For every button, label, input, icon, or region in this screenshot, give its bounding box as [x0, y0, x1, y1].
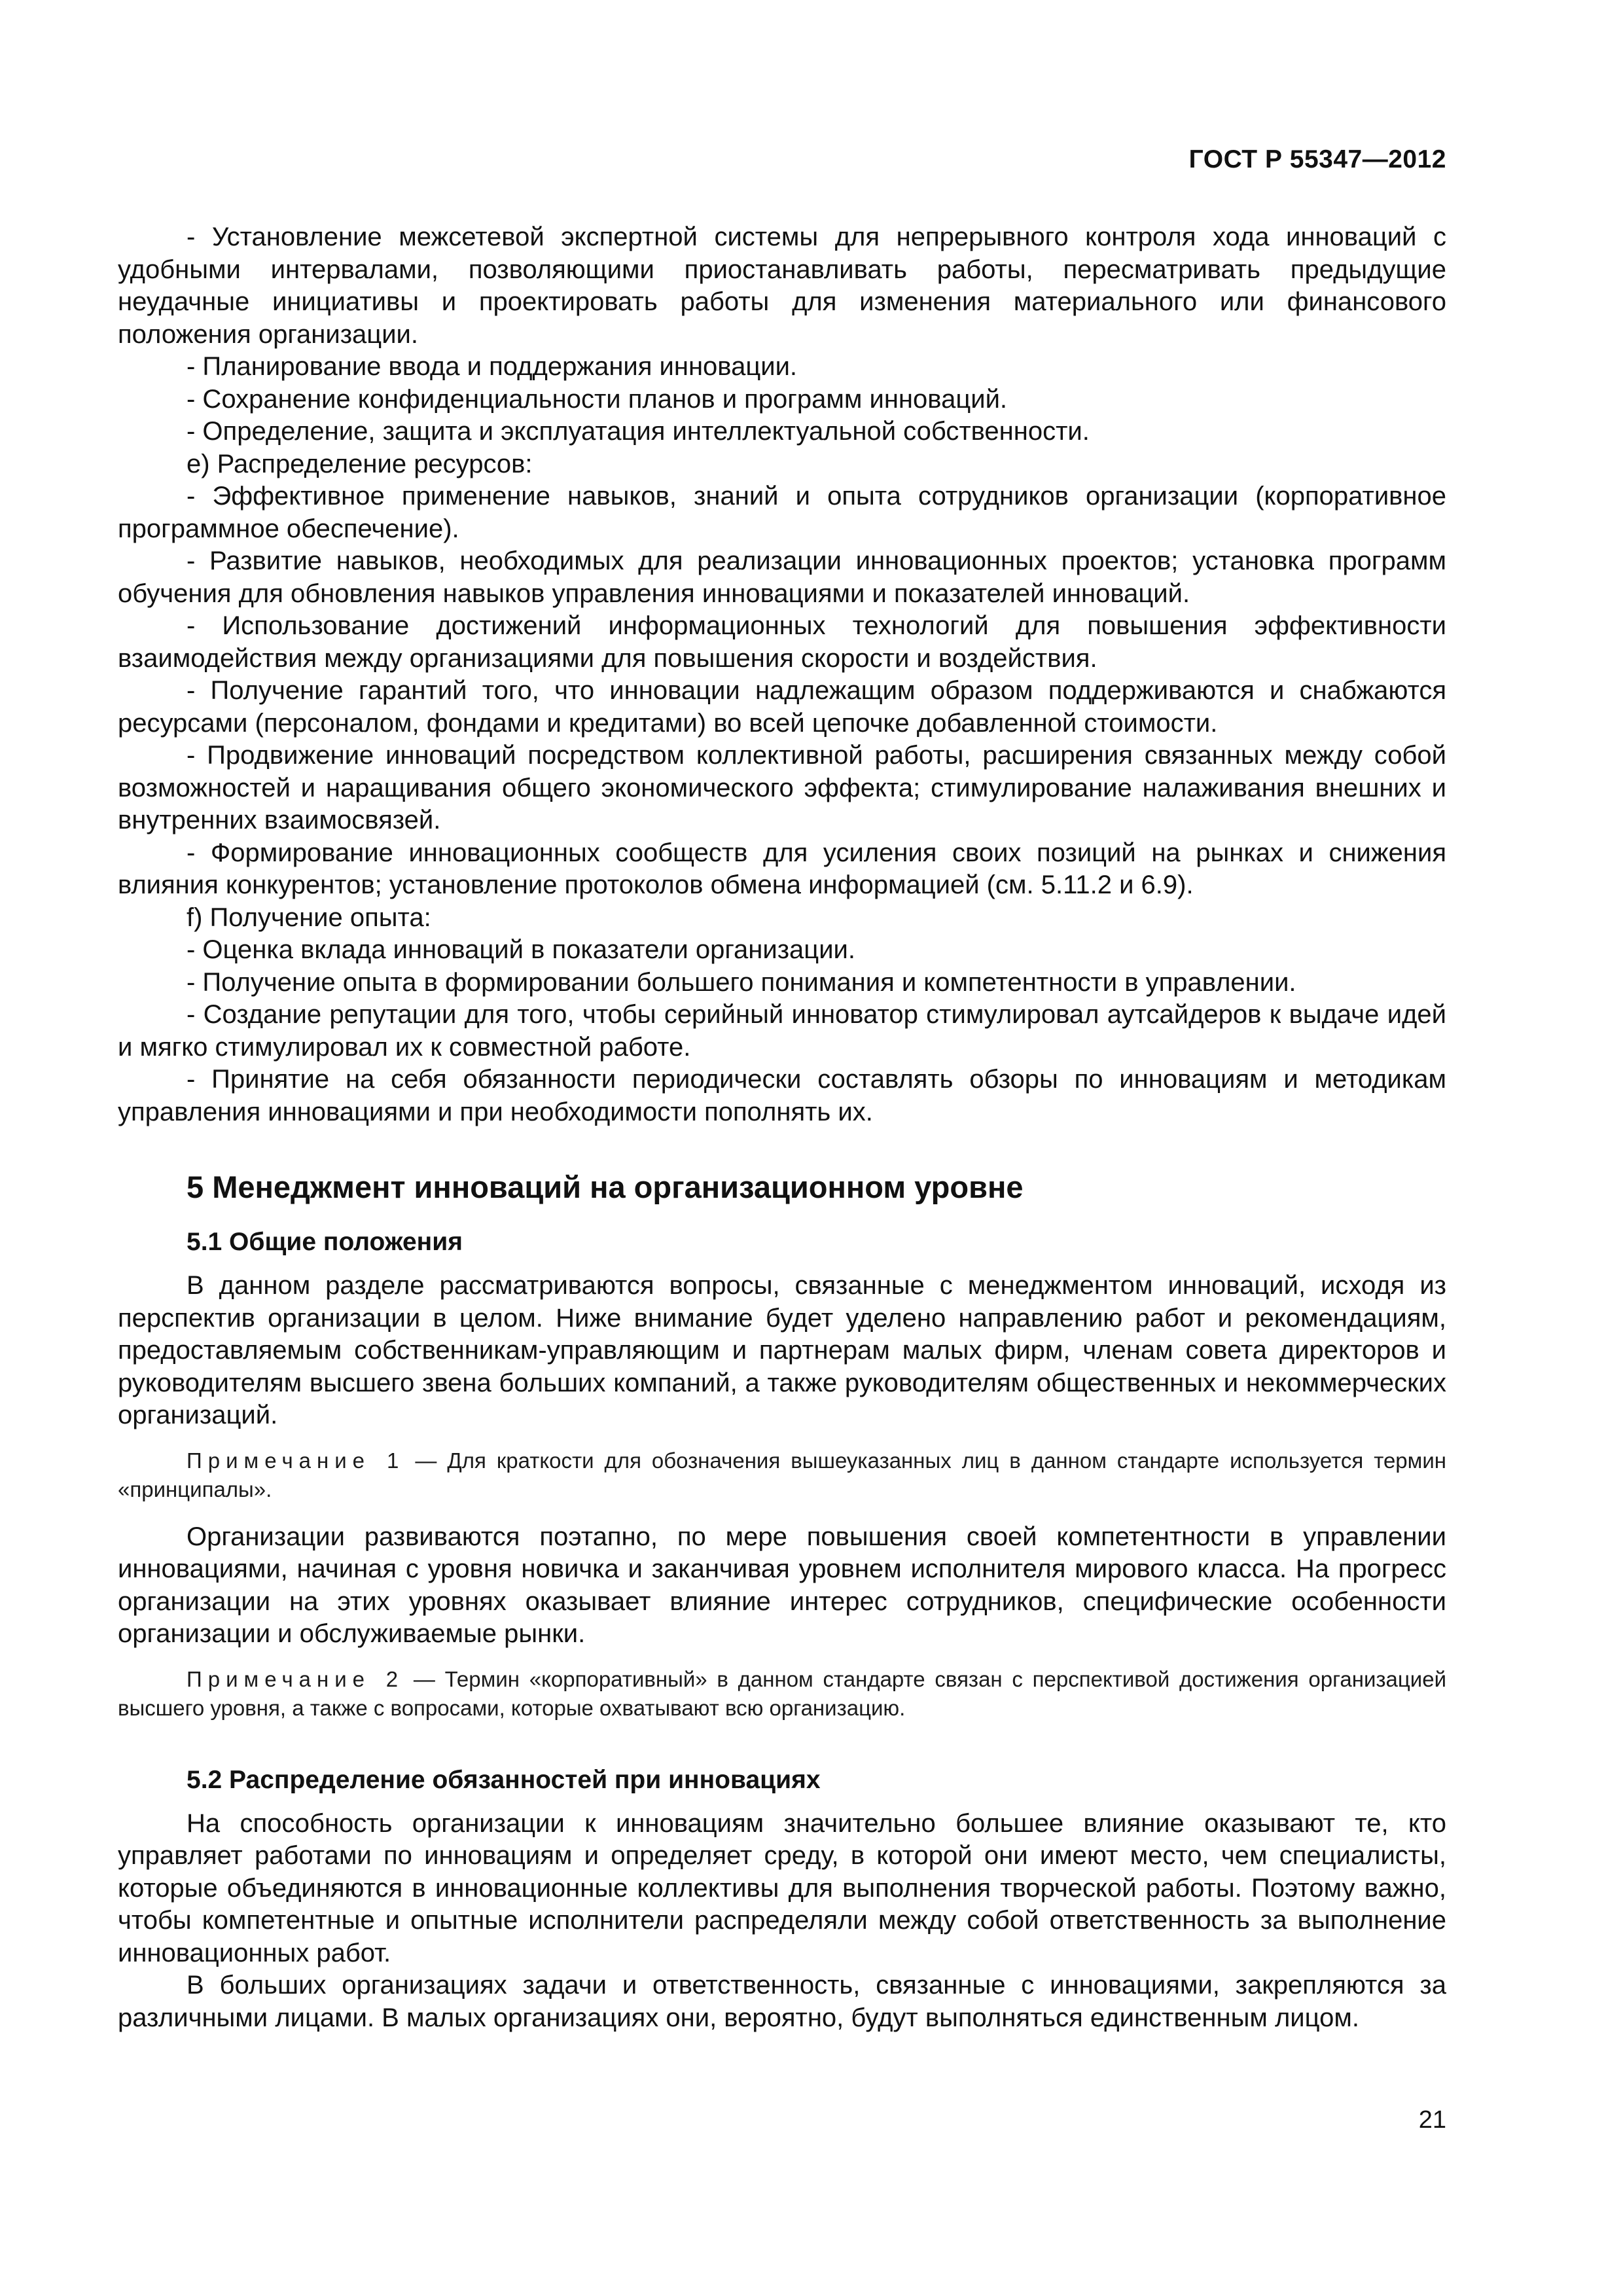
page-content — [118, 221, 1446, 2034]
list-item: - Формирование инновационных сообществ для усиления своих позиций на рынках и снижения влияния конкурентов; установление протоколов обмена информацией (см. 5.11.2 и 6.9). — [118, 838, 1446, 899]
paragraph: Организации развиваются поэтапно, по мере повышения своей компетентности в управлении инновациями, начиная с уровня новичка и заканчивая уровнем исполнителя мирового класса. На прогресс организации на этих уровнях оказывает влияние интерес сотрудников, специфические особенности организации и обслуживаемые рынки. — [118, 1522, 1446, 1648]
section-5-title: 5 Менеджмент инноваций на организационном уровне — [187, 1170, 1024, 1204]
list-item: - Планирование ввода и поддержания инновации. — [187, 352, 798, 381]
note-1 — [118, 1446, 1446, 1504]
note-label: Примечание 1 — [187, 1448, 405, 1473]
paragraph: На способность организации к инновациям значительно большее влияние оказывают те, кто управляет работами по инновациям и определяет среду, в которой они имеют место, чем специалисты, которые объединяются в инновационные коллективы для выполнения творческой работы. Поэтому важно, чтобы компетентные и опытные исполнители распределяли между собой ответственность за выполнение инновационных работ. — [118, 1808, 1446, 1967]
document-code-header: ГОСТ Р 55347—2012 — [1188, 145, 1446, 173]
list-item: - Создание репутации для того, чтобы серийный инноватор стимулировал аутсайдеров к выдаче идей и мягко стимулировал их к совместной работе. — [118, 1000, 1446, 1062]
list-item: - Получение гарантий того, что инновации надлежащим образом поддерживаются и снабжаются ресурсами (персоналом, фондами и кредитами) во всей цепочке добавленной стоимости. — [118, 676, 1446, 738]
list-item: - Оценка вклада инноваций в показатели организации. — [187, 935, 856, 964]
paragraph: В данном разделе рассматриваются вопросы, связанные с менеджментом инноваций, исходя из перспектив организации в целом. Ниже внимание будет уделено направлению работ и рекомендациям, предоставляемым собственникам-управляющим и партнерам малых фирм, членам совета директоров и руководителям высшего звена больших компаний, а также руководителям общественных и некоммерческих организаций. — [118, 1271, 1446, 1429]
note-text: — Термин «корпоративный» в данном стандарте связан с перспективой достижения организацией высшего уровня, а также с вопросами, которые охватывают всю организацию. — [118, 1666, 1446, 1720]
paragraph: В больших организациях задачи и ответственность, связанные с инновациями, закрепляются за различными лицами. В малых организациях они, вероятно, будут выполняться единственным лицом. — [118, 1971, 1446, 2032]
subsection-5-1-title: 5.1 Общие положения — [187, 1228, 463, 1256]
list-item: - Сохранение конфиденциальности планов и программ инноваций. — [187, 384, 1008, 414]
list-item: - Использование достижений информационных технологий для повышения эффективности взаимодействия между организациями для повышения скорости и воздействия. — [118, 611, 1446, 673]
list-heading-f: f) Получение опыта: — [187, 903, 431, 932]
page-number: 21 — [1418, 2106, 1446, 2134]
list-item: - Эффективное применение навыков, знаний и опыта сотрудников организации (корпоративное программное обеспечение). — [118, 482, 1446, 543]
list-heading-e: e) Распределение ресурсов: — [187, 449, 533, 478]
list-item: - Принятие на себя обязанности периодически составлять обзоры по инновациям и методикам управления инновациями и при необходимости пополнять их. — [118, 1065, 1446, 1126]
subsection-5-2-title: 5.2 Распределение обязанностей при инновациях — [187, 1765, 821, 1794]
note-2 — [118, 1665, 1446, 1723]
list-item: - Продвижение инноваций посредством коллективной работы, расширения связанных между собой возможностей и наращивания общего экономического эффекта; стимулирование налаживания внешних и внутренних взаимосвязей. — [118, 741, 1446, 834]
list-item: - Установление межсетевой экспертной системы для непрерывного контроля хода инноваций с удобными интервалами, позволяющими приостанавливать работы, пересматривать предыдущие неудачные инициативы и проектировать работы для изменения материального или финансового положения организации. — [118, 223, 1446, 349]
list-item: - Определение, защита и эксплуатация интеллектуальной собственности. — [187, 417, 1090, 446]
note-label: Примечание 2 — [187, 1666, 404, 1691]
note-text: — Для краткости для обозначения вышеуказанных лиц в данном стандарте используется термин «принципалы». — [118, 1448, 1447, 1501]
list-item: - Получение опыта в формировании большего понимания и компетентности в управлении. — [187, 967, 1296, 997]
list-item: - Развитие навыков, необходимых для реализации инновационных проектов; установка программ обучения для обновления навыков управления инновациями и показателей инноваций. — [118, 547, 1446, 608]
